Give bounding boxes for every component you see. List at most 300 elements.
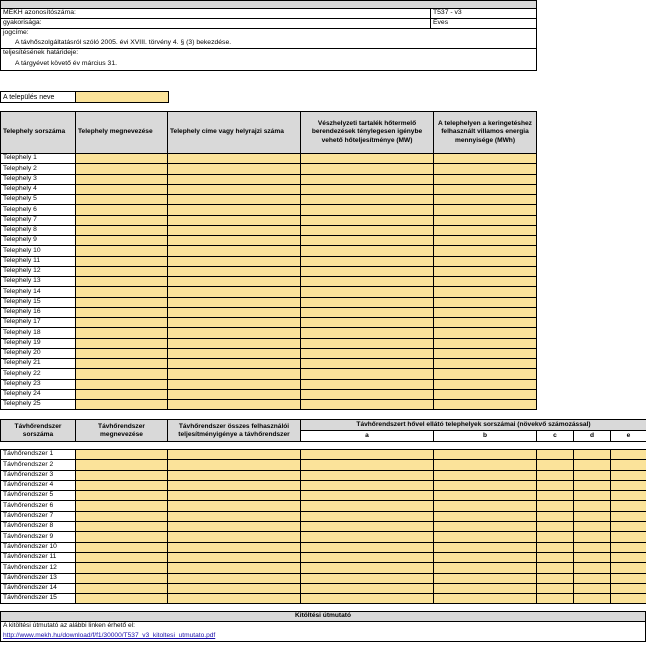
- mekh-id-value: T537 - v3: [431, 9, 537, 19]
- system-site-b-input[interactable]: [434, 450, 537, 460]
- system-site-c-input[interactable]: [537, 583, 574, 593]
- system-site-a-input[interactable]: [301, 563, 434, 573]
- deadline-label: teljesítésének határideje:: [1, 49, 537, 59]
- site-reserve-capacity-input[interactable]: [301, 205, 434, 215]
- system-site-a-input[interactable]: [301, 480, 434, 490]
- guide-section: [0, 611, 646, 642]
- system-row: [1, 583, 646, 593]
- system-site-d-input[interactable]: [574, 542, 611, 552]
- system-site-d-input[interactable]: [574, 501, 611, 511]
- system-site-b-input[interactable]: [434, 522, 537, 532]
- site-row: [1, 154, 537, 164]
- system-demand-input[interactable]: [168, 552, 301, 562]
- site-reserve-capacity-input[interactable]: [301, 328, 434, 338]
- site-serial-label: Telephely 23: [1, 379, 76, 389]
- site-reserve-capacity-input[interactable]: [301, 184, 434, 194]
- guide-link[interactable]: http://www.mekh.hu/download/f/f1/30000/T537_v3_kitoltesi_utmutato.pdf: [3, 631, 216, 639]
- site-reserve-capacity-input[interactable]: [301, 307, 434, 317]
- site-serial-label: Telephely 10: [1, 246, 76, 256]
- system-site-d-input[interactable]: [574, 470, 611, 480]
- system-name-input[interactable]: [76, 470, 168, 480]
- site-circulation-energy-input[interactable]: [434, 400, 537, 410]
- system-site-d-input[interactable]: [574, 511, 611, 521]
- system-name-input[interactable]: [76, 573, 168, 583]
- site-serial-label: Telephely 22: [1, 369, 76, 379]
- system-site-e-input[interactable]: [611, 511, 646, 521]
- site-serial-label: Telephely 6: [1, 205, 76, 215]
- system-site-b-input[interactable]: [434, 460, 537, 470]
- guide-title: Kitöltési útmutató: [1, 612, 646, 622]
- system-site-a-input[interactable]: [301, 511, 434, 521]
- system-site-a-input[interactable]: [301, 594, 434, 604]
- settlement-row: [0, 91, 169, 103]
- site-row: [1, 215, 537, 225]
- system-site-c-input[interactable]: [537, 594, 574, 604]
- sites-table: [0, 111, 537, 410]
- system-site-d-input[interactable]: [574, 583, 611, 593]
- site-address-input[interactable]: [168, 359, 301, 369]
- system-name-input[interactable]: [76, 511, 168, 521]
- system-row: [1, 532, 646, 542]
- system-site-d-input[interactable]: [574, 573, 611, 583]
- system-site-e-input[interactable]: [611, 460, 646, 470]
- system-site-e-input[interactable]: [611, 542, 646, 552]
- site-address-input[interactable]: [168, 154, 301, 164]
- system-site-d-input[interactable]: [574, 460, 611, 470]
- system-site-a-input[interactable]: [301, 460, 434, 470]
- system-site-d-input[interactable]: [574, 552, 611, 562]
- sites-header-circulation-energy: A telephelyen a keringetéshez felhasznált villamos energia mennyisége (MWh): [434, 112, 537, 154]
- system-site-b-input[interactable]: [434, 583, 537, 593]
- system-row: [1, 491, 646, 501]
- system-site-c-input[interactable]: [537, 511, 574, 521]
- sites-header-address: Telephely címe vagy helyrajzi száma: [168, 112, 301, 154]
- site-address-input[interactable]: [168, 256, 301, 266]
- site-circulation-energy-input[interactable]: [434, 174, 537, 184]
- system-site-c-input[interactable]: [537, 532, 574, 542]
- site-address-input[interactable]: [168, 184, 301, 194]
- systems-header-sites: Távhőrendszert hővel ellátó telephelyek sorszámai (növekvő számozással): [301, 420, 646, 431]
- top-right-blank: [536, 0, 646, 9]
- site-name-input[interactable]: [76, 154, 168, 164]
- site-address-input[interactable]: [168, 287, 301, 297]
- system-demand-input[interactable]: [168, 480, 301, 490]
- site-circulation-energy-input[interactable]: [434, 287, 537, 297]
- site-name-input[interactable]: [76, 184, 168, 194]
- site-reserve-capacity-input[interactable]: [301, 348, 434, 358]
- systems-subheader-a: a: [301, 431, 434, 442]
- system-site-d-input[interactable]: [574, 480, 611, 490]
- system-site-c-input[interactable]: [537, 501, 574, 511]
- system-site-c-input[interactable]: [537, 470, 574, 480]
- site-circulation-energy-input[interactable]: [434, 205, 537, 215]
- site-name-input[interactable]: [76, 277, 168, 287]
- system-site-e-input[interactable]: [611, 583, 646, 593]
- site-row: [1, 266, 537, 276]
- site-row: [1, 184, 537, 194]
- system-serial-label: Távhőrendszer 2: [1, 460, 76, 470]
- system-site-c-input[interactable]: [537, 552, 574, 562]
- system-site-b-input[interactable]: [434, 491, 537, 501]
- site-reserve-capacity-input[interactable]: [301, 225, 434, 235]
- system-site-e-input[interactable]: [611, 594, 646, 604]
- system-site-e-input[interactable]: [611, 532, 646, 542]
- site-address-input[interactable]: [168, 195, 301, 205]
- site-name-input[interactable]: [76, 256, 168, 266]
- site-row: [1, 379, 537, 389]
- system-site-e-input[interactable]: [611, 480, 646, 490]
- systems-table: [0, 419, 646, 604]
- site-serial-label: Telephely 19: [1, 338, 76, 348]
- site-reserve-capacity-input[interactable]: [301, 318, 434, 328]
- system-demand-input[interactable]: [168, 532, 301, 542]
- system-name-input[interactable]: [76, 450, 168, 460]
- site-reserve-capacity-input[interactable]: [301, 338, 434, 348]
- site-reserve-capacity-input[interactable]: [301, 164, 434, 174]
- site-circulation-energy-input[interactable]: [434, 318, 537, 328]
- system-site-b-input[interactable]: [434, 501, 537, 511]
- site-circulation-energy-input[interactable]: [434, 215, 537, 225]
- system-serial-label: Távhőrendszer 7: [1, 511, 76, 521]
- system-row: [1, 511, 646, 521]
- system-site-c-input[interactable]: [537, 573, 574, 583]
- site-circulation-energy-input[interactable]: [434, 246, 537, 256]
- site-serial-label: Telephely 3: [1, 174, 76, 184]
- site-reserve-capacity-input[interactable]: [301, 359, 434, 369]
- site-address-input[interactable]: [168, 379, 301, 389]
- site-circulation-energy-input[interactable]: [434, 348, 537, 358]
- system-demand-input[interactable]: [168, 491, 301, 501]
- system-demand-input[interactable]: [168, 594, 301, 604]
- site-row: [1, 287, 537, 297]
- systems-subheader-d: d: [574, 431, 611, 442]
- system-demand-input[interactable]: [168, 573, 301, 583]
- site-circulation-energy-input[interactable]: [434, 297, 537, 307]
- system-site-a-input[interactable]: [301, 522, 434, 532]
- system-row: [1, 563, 646, 573]
- site-serial-label: Telephely 16: [1, 307, 76, 317]
- settlement-input[interactable]: [76, 92, 169, 103]
- site-serial-label: Telephely 8: [1, 225, 76, 235]
- site-name-input[interactable]: [76, 205, 168, 215]
- site-reserve-capacity-input[interactable]: [301, 154, 434, 164]
- system-site-a-input[interactable]: [301, 583, 434, 593]
- site-name-input[interactable]: [76, 379, 168, 389]
- site-row: [1, 236, 537, 246]
- site-serial-label: Telephely 24: [1, 389, 76, 399]
- system-serial-label: Távhőrendszer 14: [1, 583, 76, 593]
- site-address-input[interactable]: [168, 174, 301, 184]
- system-demand-input[interactable]: [168, 563, 301, 573]
- legal-title-label: jogcíme:: [1, 29, 537, 39]
- system-site-e-input[interactable]: [611, 470, 646, 480]
- systems-header-serial: Távhőrendszer sorszáma: [1, 420, 76, 442]
- site-circulation-energy-input[interactable]: [434, 184, 537, 194]
- system-serial-label: Távhőrendszer 9: [1, 532, 76, 542]
- site-address-input[interactable]: [168, 369, 301, 379]
- site-serial-label: Telephely 18: [1, 328, 76, 338]
- system-site-d-input[interactable]: [574, 450, 611, 460]
- site-circulation-energy-input[interactable]: [434, 389, 537, 399]
- system-site-b-input[interactable]: [434, 532, 537, 542]
- site-serial-label: Telephely 12: [1, 266, 76, 276]
- site-address-input[interactable]: [168, 318, 301, 328]
- system-serial-label: Távhőrendszer 8: [1, 522, 76, 532]
- system-name-input[interactable]: [76, 532, 168, 542]
- site-reserve-capacity-input[interactable]: [301, 266, 434, 276]
- frequency-value: Éves: [431, 19, 537, 29]
- system-site-d-input[interactable]: [574, 594, 611, 604]
- system-site-c-input[interactable]: [537, 563, 574, 573]
- site-reserve-capacity-input[interactable]: [301, 256, 434, 266]
- system-site-e-input[interactable]: [611, 522, 646, 532]
- site-name-input[interactable]: [76, 236, 168, 246]
- site-serial-label: Telephely 7: [1, 215, 76, 225]
- site-row: [1, 297, 537, 307]
- site-serial-label: Telephely 2: [1, 164, 76, 174]
- systems-header-demand: Távhőrendszer összes felhasználói teljesítményigénye a távhőrendszer: [168, 420, 301, 442]
- system-site-e-input[interactable]: [611, 450, 646, 460]
- system-site-b-input[interactable]: [434, 480, 537, 490]
- system-site-a-input[interactable]: [301, 532, 434, 542]
- site-row: [1, 318, 537, 328]
- site-row: [1, 338, 537, 348]
- system-site-b-input[interactable]: [434, 470, 537, 480]
- system-name-input[interactable]: [76, 563, 168, 573]
- site-address-input[interactable]: [168, 400, 301, 410]
- system-site-c-input[interactable]: [537, 522, 574, 532]
- system-site-c-input[interactable]: [537, 460, 574, 470]
- site-row: [1, 205, 537, 215]
- settlement-label: A település neve: [1, 92, 76, 103]
- system-site-e-input[interactable]: [611, 552, 646, 562]
- system-site-d-input[interactable]: [574, 532, 611, 542]
- site-serial-label: Telephely 21: [1, 359, 76, 369]
- system-site-a-input[interactable]: [301, 542, 434, 552]
- site-circulation-energy-input[interactable]: [434, 359, 537, 369]
- system-row: [1, 501, 646, 511]
- system-demand-input[interactable]: [168, 460, 301, 470]
- site-name-input[interactable]: [76, 164, 168, 174]
- site-row: [1, 307, 537, 317]
- site-address-input[interactable]: [168, 297, 301, 307]
- site-name-input[interactable]: [76, 338, 168, 348]
- system-name-input[interactable]: [76, 480, 168, 490]
- system-demand-input[interactable]: [168, 501, 301, 511]
- site-serial-label: Telephely 9: [1, 236, 76, 246]
- site-name-input[interactable]: [76, 389, 168, 399]
- site-address-input[interactable]: [168, 348, 301, 358]
- system-site-e-input[interactable]: [611, 573, 646, 583]
- system-row: [1, 480, 646, 490]
- system-site-e-input[interactable]: [611, 491, 646, 501]
- system-name-input[interactable]: [76, 552, 168, 562]
- system-site-a-input[interactable]: [301, 573, 434, 583]
- site-name-input[interactable]: [76, 328, 168, 338]
- site-serial-label: Telephely 15: [1, 297, 76, 307]
- system-serial-label: Távhőrendszer 13: [1, 573, 76, 583]
- site-row: [1, 225, 537, 235]
- site-name-input[interactable]: [76, 287, 168, 297]
- system-row: [1, 522, 646, 532]
- site-circulation-energy-input[interactable]: [434, 195, 537, 205]
- system-name-input[interactable]: [76, 583, 168, 593]
- system-name-input[interactable]: [76, 501, 168, 511]
- site-address-input[interactable]: [168, 328, 301, 338]
- system-serial-label: Távhőrendszer 10: [1, 542, 76, 552]
- system-site-b-input[interactable]: [434, 573, 537, 583]
- system-serial-label: Távhőrendszer 4: [1, 480, 76, 490]
- system-serial-label: Távhőrendszer 12: [1, 563, 76, 573]
- system-site-c-input[interactable]: [537, 491, 574, 501]
- sites-header-reserve-capacity: Vészhelyzeti tartalék hőtermelő berendezések ténylegesen igénybe vehető hőteljesítménye (MW): [301, 112, 434, 154]
- site-name-input[interactable]: [76, 318, 168, 328]
- site-address-input[interactable]: [168, 307, 301, 317]
- system-name-input[interactable]: [76, 522, 168, 532]
- system-demand-input[interactable]: [168, 511, 301, 521]
- site-serial-label: Telephely 14: [1, 287, 76, 297]
- site-address-input[interactable]: [168, 225, 301, 235]
- site-row: [1, 359, 537, 369]
- system-name-input[interactable]: [76, 460, 168, 470]
- site-circulation-energy-input[interactable]: [434, 379, 537, 389]
- site-address-input[interactable]: [168, 236, 301, 246]
- system-serial-label: Távhőrendszer 15: [1, 594, 76, 604]
- site-name-input[interactable]: [76, 215, 168, 225]
- system-site-a-input[interactable]: [301, 552, 434, 562]
- site-reserve-capacity-input[interactable]: [301, 287, 434, 297]
- systems-subheader-c: c: [537, 431, 574, 442]
- site-name-input[interactable]: [76, 400, 168, 410]
- site-serial-label: Telephely 17: [1, 318, 76, 328]
- form-header: [0, 0, 537, 71]
- site-name-input[interactable]: [76, 369, 168, 379]
- site-circulation-energy-input[interactable]: [434, 154, 537, 164]
- system-site-b-input[interactable]: [434, 552, 537, 562]
- site-circulation-energy-input[interactable]: [434, 236, 537, 246]
- site-row: [1, 174, 537, 184]
- site-serial-label: Telephely 13: [1, 277, 76, 287]
- site-serial-label: Telephely 4: [1, 184, 76, 194]
- system-site-a-input[interactable]: [301, 501, 434, 511]
- system-row: [1, 573, 646, 583]
- site-reserve-capacity-input[interactable]: [301, 400, 434, 410]
- system-site-d-input[interactable]: [574, 563, 611, 573]
- system-site-c-input[interactable]: [537, 542, 574, 552]
- site-row: [1, 164, 537, 174]
- site-address-input[interactable]: [168, 266, 301, 276]
- site-circulation-energy-input[interactable]: [434, 225, 537, 235]
- site-circulation-energy-input[interactable]: [434, 266, 537, 276]
- site-circulation-energy-input[interactable]: [434, 338, 537, 348]
- site-row: [1, 389, 537, 399]
- system-site-b-input[interactable]: [434, 542, 537, 552]
- site-name-input[interactable]: [76, 307, 168, 317]
- site-name-input[interactable]: [76, 174, 168, 184]
- site-address-input[interactable]: [168, 246, 301, 256]
- site-reserve-capacity-input[interactable]: [301, 369, 434, 379]
- site-name-input[interactable]: [76, 359, 168, 369]
- systems-header-name: Távhőrendszer megnevezése: [76, 420, 168, 442]
- system-site-c-input[interactable]: [537, 450, 574, 460]
- system-site-a-input[interactable]: [301, 470, 434, 480]
- site-name-input[interactable]: [76, 348, 168, 358]
- system-name-input[interactable]: [76, 491, 168, 501]
- system-site-a-input[interactable]: [301, 491, 434, 501]
- system-site-b-input[interactable]: [434, 511, 537, 521]
- site-circulation-energy-input[interactable]: [434, 328, 537, 338]
- site-reserve-capacity-input[interactable]: [301, 389, 434, 399]
- system-demand-input[interactable]: [168, 450, 301, 460]
- guide-text: A kitöltési útmutató az alábbi linken érhető el:: [1, 622, 646, 632]
- system-demand-input[interactable]: [168, 522, 301, 532]
- system-name-input[interactable]: [76, 594, 168, 604]
- system-site-e-input[interactable]: [611, 563, 646, 573]
- systems-spacer-row: [1, 442, 646, 450]
- system-name-input[interactable]: [76, 542, 168, 552]
- site-reserve-capacity-input[interactable]: [301, 246, 434, 256]
- site-serial-label: Telephely 1: [1, 154, 76, 164]
- site-name-input[interactable]: [76, 266, 168, 276]
- system-site-b-input[interactable]: [434, 563, 537, 573]
- site-reserve-capacity-input[interactable]: [301, 277, 434, 287]
- site-address-input[interactable]: [168, 338, 301, 348]
- system-site-d-input[interactable]: [574, 522, 611, 532]
- site-circulation-energy-input[interactable]: [434, 277, 537, 287]
- site-circulation-energy-input[interactable]: [434, 256, 537, 266]
- site-row: [1, 195, 537, 205]
- site-address-input[interactable]: [168, 277, 301, 287]
- site-serial-label: Telephely 11: [1, 256, 76, 266]
- site-name-input[interactable]: [76, 297, 168, 307]
- site-reserve-capacity-input[interactable]: [301, 215, 434, 225]
- system-demand-input[interactable]: [168, 583, 301, 593]
- site-reserve-capacity-input[interactable]: [301, 195, 434, 205]
- site-serial-label: Telephely 5: [1, 195, 76, 205]
- system-demand-input[interactable]: [168, 542, 301, 552]
- site-reserve-capacity-input[interactable]: [301, 379, 434, 389]
- site-name-input[interactable]: [76, 225, 168, 235]
- site-circulation-energy-input[interactable]: [434, 369, 537, 379]
- site-address-input[interactable]: [168, 164, 301, 174]
- systems-subheader-b: b: [434, 431, 537, 442]
- site-reserve-capacity-input[interactable]: [301, 174, 434, 184]
- site-row: [1, 369, 537, 379]
- system-row: [1, 552, 646, 562]
- system-serial-label: Távhőrendszer 6: [1, 501, 76, 511]
- system-site-b-input[interactable]: [434, 594, 537, 604]
- site-name-input[interactable]: [76, 246, 168, 256]
- system-serial-label: Távhőrendszer 3: [1, 470, 76, 480]
- system-demand-input[interactable]: [168, 470, 301, 480]
- system-site-e-input[interactable]: [611, 501, 646, 511]
- system-site-a-input[interactable]: [301, 450, 434, 460]
- system-site-c-input[interactable]: [537, 480, 574, 490]
- site-name-input[interactable]: [76, 195, 168, 205]
- site-circulation-energy-input[interactable]: [434, 307, 537, 317]
- site-circulation-energy-input[interactable]: [434, 164, 537, 174]
- system-row: [1, 594, 646, 604]
- site-row: [1, 256, 537, 266]
- system-site-d-input[interactable]: [574, 491, 611, 501]
- site-address-input[interactable]: [168, 215, 301, 225]
- system-row: [1, 542, 646, 552]
- site-reserve-capacity-input[interactable]: [301, 236, 434, 246]
- site-reserve-capacity-input[interactable]: [301, 297, 434, 307]
- site-row: [1, 246, 537, 256]
- site-address-input[interactable]: [168, 389, 301, 399]
- site-address-input[interactable]: [168, 205, 301, 215]
